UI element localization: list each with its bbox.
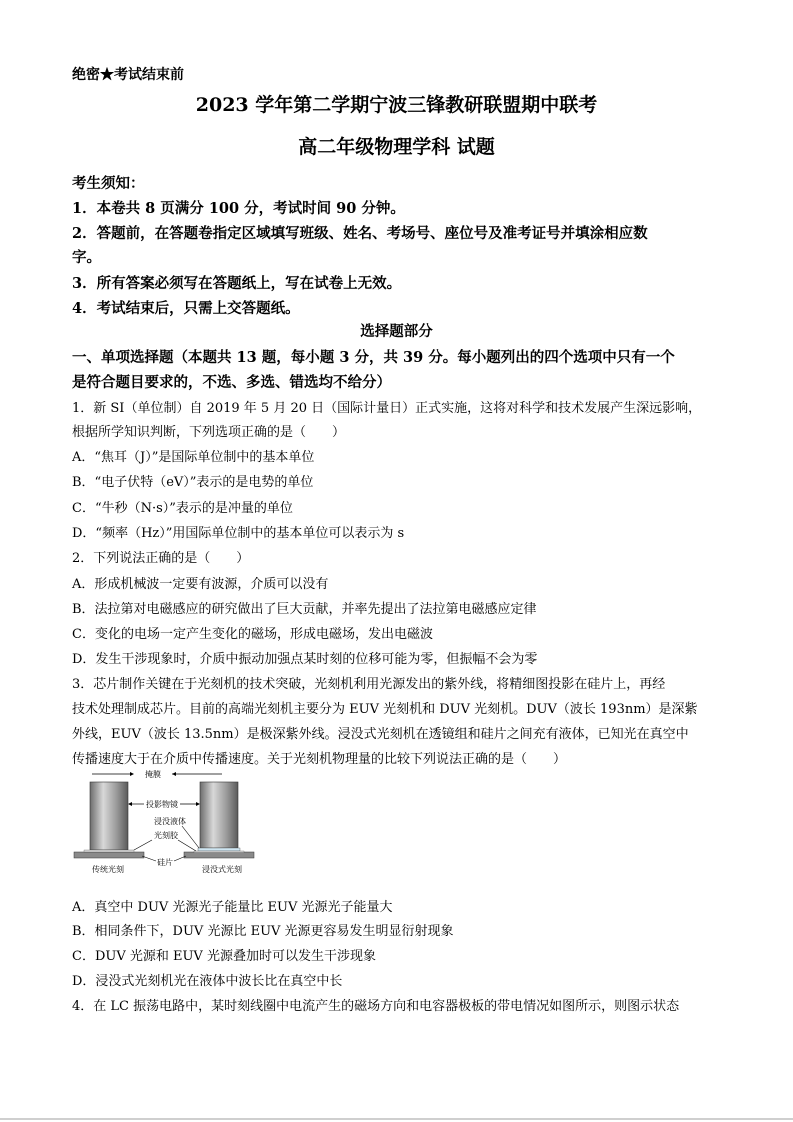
notice-item: 1．本卷共 8 页满分 100 分，考试时间 90 分钟。: [72, 200, 405, 217]
liquid-label: 浸没液体: [154, 817, 186, 826]
right-resist: [194, 851, 244, 853]
notice-item: 4．考试结束后，只需上交答题纸。: [72, 300, 300, 317]
notice-item: 2．答题前，在答题卷指定区域填写班级、姓名、考场号、座位号及准考证号并填涂相应数: [72, 225, 648, 242]
immersion-label: 浸没式光刻: [202, 865, 242, 874]
question-4-stem: 4．在 LC 振荡电路中，某时刻线圈中电流产生的磁场方向和电容器极板的带电情况如图所示，则图示状态: [72, 999, 680, 1014]
exam-subtitle: 高二年级物理学科 试题: [298, 136, 495, 158]
question-3-stem: 3．芯片制作关键在于光刻机的技术突破，光刻机利用光源发出的紫外线，将精细图投影在硅片上，再经: [72, 677, 666, 692]
left-resist: [84, 850, 134, 852]
wafer-label: 硅片: [157, 858, 173, 867]
liquid-pointer: [182, 826, 199, 848]
part-heading: 一、单项选择题（本题共 13 题，每小题 3 分，共 39 分。每小题列出的四个选项中只有一个: [72, 349, 675, 366]
question-3-option-d: D．浸没式光刻机光在液体中波长比在真空中长: [72, 974, 343, 989]
lens-label: 投影物镜: [146, 800, 178, 809]
resist-label: 光刻胶: [154, 831, 178, 840]
question-3-option-a: A．真空中 DUV 光源光子能量比 EUV 光源光子能量大: [72, 900, 393, 915]
question-2-option-b: B．法拉第对电磁感应的研究做出了巨大贡献，并率先提出了法拉第电磁感应定律: [72, 602, 537, 617]
question-2-option-d: D．发生干涉现象时，介质中振动加强点某时刻的位移可能为零，但振幅不会为零: [72, 652, 538, 667]
question-2-stem: 2．下列说法正确的是（ ）: [72, 551, 250, 566]
question-1-stem: 1．新 SI（单位制）自 2019 年 5 月 20 日（国际计量日）正式实施，这将对科学和技术发展产生深远影响，: [72, 401, 702, 416]
notice-heading: 考生须知：: [72, 175, 145, 192]
exam-title: 2023 学年第二学期宁波三锋教研联盟期中联考: [195, 94, 598, 116]
confidential-label: 绝密★考试结束前: [72, 67, 184, 83]
right-wafer: [184, 852, 254, 858]
part-heading: 是符合题目要求的，不选、多选、错选均不给分）: [72, 374, 391, 391]
page-bottom-rule: [0, 1118, 793, 1120]
right-lens-column: [200, 782, 238, 848]
question-3-stem: 传播速度大于在介质中传播速度。关于光刻机物理量的比较下列说法正确的是（ ）: [72, 752, 567, 767]
immersion-liquid-layer: [198, 848, 240, 851]
question-3-stem: 外线，EUV（波长 13.5nm）是极深紫外线。浸没式光刻机在透镜组和硅片之间充有液体，已知光在真空中: [72, 727, 689, 742]
mask-label: 掩膜: [145, 770, 161, 779]
wafer-pointer-left: [142, 856, 156, 861]
section-title: 选择题部分: [360, 323, 433, 340]
question-1-option-b: B．“电子伏特（eV）”表示的是电势的单位: [72, 475, 314, 490]
lithography-figure: [72, 768, 262, 878]
resist-pointer-right: [178, 840, 196, 851]
question-1-option-a: A．“焦耳（J）”是国际单位制中的基本单位: [72, 450, 315, 465]
question-3-option-b: B．相同条件下，DUV 光源比 EUV 光源更容易发生明显衍射现象: [72, 924, 454, 939]
traditional-label: 传统光刻: [92, 865, 124, 874]
wafer-pointer-right: [174, 856, 186, 861]
question-3-option-c: C．DUV 光源和 EUV 光源叠加时可以发生干涉现象: [72, 949, 376, 964]
question-3-stem: 技术处理制成芯片。目前的高端光刻机主要分为 EUV 光刻机和 DUV 光刻机。DUV（波长 193nm）是深紫: [72, 702, 698, 717]
question-2-option-a: A．形成机械波一定要有波源，介质可以没有: [72, 577, 329, 592]
question-2-option-c: C．变化的电场一定产生变化的磁场，形成电磁场，发出电磁波: [72, 627, 433, 642]
resist-pointer-left: [134, 840, 152, 850]
left-lens-column: [90, 782, 128, 850]
question-1-stem: 根据所学知识判断，下列选项正确的是（ ）: [72, 425, 346, 440]
notice-item: 字。: [72, 249, 101, 266]
question-1-option-d: D．“频率（Hz）”用国际单位制中的基本单位可以表示为 s: [72, 526, 405, 541]
left-wafer: [74, 852, 144, 858]
question-1-option-c: C．“牛秒（N·s）”表示的是冲量的单位: [72, 501, 293, 516]
notice-item: 3．所有答案必须写在答题纸上，写在试卷上无效。: [72, 275, 402, 292]
